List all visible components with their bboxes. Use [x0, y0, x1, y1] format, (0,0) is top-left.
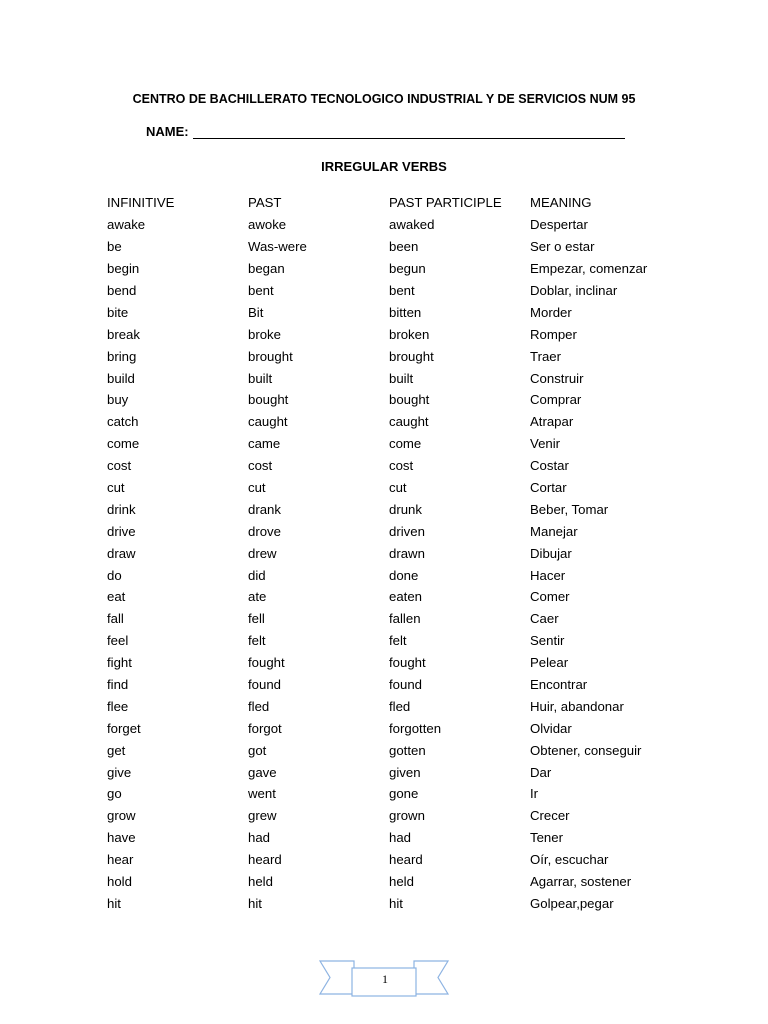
- table-row: [107, 411, 667, 433]
- page-title: IRREGULAR VERBS: [321, 159, 447, 174]
- cell-past-participle: bent: [389, 283, 415, 298]
- cell-past: drew: [248, 545, 277, 561]
- cell-infinitive: flee: [107, 698, 129, 714]
- cell-meaning: Comprar: [530, 392, 582, 408]
- cell-meaning: Costar: [530, 458, 569, 474]
- cell-past: brought: [248, 348, 293, 364]
- table-row: [107, 455, 667, 477]
- cell-past-participle: grown: [389, 808, 425, 824]
- cell-past-participle: been: [389, 239, 419, 255]
- cell-infinitive: find: [107, 677, 129, 693]
- school-name: CENTRO DE BACHILLERATO TECNOLOGICO INDUSTRIAL Y DE SERVICIOS NUM 95: [132, 92, 636, 106]
- table-row: [107, 236, 667, 258]
- cell-past: fled: [248, 698, 270, 714]
- cell-past: drank: [248, 501, 281, 517]
- cell-past-participle: bitten: [389, 304, 422, 320]
- page-number-ribbon: [318, 958, 450, 998]
- cell-past-participle: had: [389, 830, 412, 846]
- cell-meaning: Cortar: [530, 480, 567, 496]
- table-row: [107, 542, 667, 564]
- cell-past-participle: fled: [389, 698, 411, 714]
- cell-past-participle: done: [389, 567, 419, 583]
- cell-infinitive: get: [107, 742, 126, 758]
- table-row: [107, 783, 667, 805]
- cell-meaning: Manejar: [530, 523, 578, 539]
- table-row: [107, 345, 667, 367]
- cell-infinitive: bite: [107, 304, 129, 320]
- cell-past: heard: [248, 852, 282, 868]
- cell-meaning: Crecer: [530, 808, 570, 824]
- cell-past-participle: found: [389, 677, 423, 693]
- column-header-past-participle: PAST PARTICIPLE: [389, 195, 502, 211]
- table-row: [107, 761, 667, 783]
- cell-infinitive: bring: [107, 348, 137, 364]
- cell-meaning: Caer: [530, 611, 559, 627]
- name-field: [146, 124, 625, 139]
- cell-infinitive: fight: [107, 655, 132, 671]
- cell-past-participle: cost: [389, 458, 414, 474]
- cell-infinitive: drive: [107, 523, 136, 539]
- table-row: [107, 739, 667, 761]
- cell-past: began: [248, 261, 285, 277]
- table-row: [107, 477, 667, 499]
- cell-infinitive: eat: [107, 589, 126, 605]
- cell-meaning: Huir, abandonar: [530, 698, 624, 714]
- cell-meaning: Sentir: [530, 633, 565, 649]
- table-row: [107, 827, 667, 849]
- cell-infinitive: go: [107, 786, 122, 802]
- cell-past: had: [248, 830, 271, 846]
- cell-past-participle: held: [389, 874, 414, 890]
- cell-past-participle: eaten: [389, 589, 423, 605]
- table-row: [107, 871, 667, 893]
- cell-meaning: Ir: [530, 786, 539, 802]
- table-header-row: [107, 192, 667, 214]
- table-row: [107, 323, 667, 345]
- cell-meaning: Ser o estar: [530, 239, 595, 255]
- cell-past: fought: [248, 655, 285, 671]
- cell-past: gave: [248, 764, 277, 780]
- cell-meaning: Traer: [530, 348, 562, 364]
- cell-infinitive: catch: [107, 414, 139, 430]
- table-row: [107, 280, 667, 302]
- column-header-meaning: MEANING: [530, 195, 592, 211]
- table-row: [107, 389, 667, 411]
- cell-past: hit: [248, 895, 262, 911]
- table-row: [107, 367, 667, 389]
- cell-meaning: Romper: [530, 326, 577, 342]
- cell-meaning: Olvidar: [530, 720, 572, 736]
- column-header-infinitive: INFINITIVE: [107, 195, 175, 211]
- cell-meaning: Agarrar, sostener: [530, 874, 632, 890]
- cell-past: Was-were: [248, 239, 307, 255]
- cell-infinitive: have: [107, 830, 136, 846]
- cell-past: got: [248, 742, 267, 758]
- cell-meaning: Obtener, conseguir: [530, 742, 642, 758]
- cell-infinitive: fall: [107, 611, 124, 627]
- cell-past-participle: cut: [389, 480, 407, 496]
- cell-infinitive: build: [107, 370, 135, 386]
- cell-past-participle: given: [389, 764, 421, 780]
- cell-past: built: [248, 370, 273, 386]
- cell-meaning: Doblar, inclinar: [530, 283, 618, 298]
- cell-past: did: [248, 567, 266, 583]
- table-row: [107, 433, 667, 455]
- cell-past: bent: [248, 283, 274, 298]
- cell-meaning: Dibujar: [530, 545, 572, 561]
- cell-past: broke: [248, 326, 281, 342]
- column-header-past: PAST: [248, 195, 282, 211]
- cell-meaning: Beber, Tomar: [530, 501, 609, 517]
- cell-infinitive: buy: [107, 392, 129, 408]
- cell-infinitive: grow: [107, 808, 136, 824]
- cell-past-participle: drunk: [389, 501, 422, 517]
- cell-infinitive: draw: [107, 545, 136, 561]
- cell-infinitive: hit: [107, 895, 121, 911]
- cell-meaning: Comer: [530, 589, 570, 605]
- table-row: [107, 498, 667, 520]
- cell-past: Bit: [248, 304, 264, 320]
- cell-infinitive: come: [107, 436, 140, 452]
- table-row: [107, 652, 667, 674]
- cell-past-participle: felt: [389, 633, 407, 649]
- cell-past-participle: forgotten: [389, 720, 442, 736]
- cell-past: awoke: [248, 217, 287, 233]
- table-row: [107, 564, 667, 586]
- table-row: [107, 586, 667, 608]
- cell-meaning: Golpear,pegar: [530, 895, 614, 911]
- page-number: 1: [382, 972, 388, 986]
- cell-past: drove: [248, 523, 281, 539]
- cell-infinitive: be: [107, 239, 122, 255]
- cell-past: ate: [248, 589, 267, 605]
- cell-infinitive: hold: [107, 874, 132, 890]
- cell-infinitive: hear: [107, 852, 134, 868]
- verbs-table: [107, 192, 667, 914]
- cell-meaning: Oír, escuchar: [530, 852, 609, 868]
- cell-past-participle: driven: [389, 523, 425, 539]
- cell-past: cut: [248, 480, 266, 496]
- cell-meaning: Hacer: [530, 567, 566, 583]
- table-row: [107, 893, 667, 915]
- cell-past: felt: [248, 633, 266, 649]
- table-row: [107, 608, 667, 630]
- cell-past: fell: [248, 611, 265, 627]
- name-blank-line: [193, 125, 625, 139]
- cell-meaning: Empezar, comenzar: [530, 261, 648, 277]
- cell-past-participle: caught: [389, 414, 429, 430]
- cell-past-participle: drawn: [389, 545, 425, 561]
- cell-infinitive: forget: [107, 720, 141, 736]
- table-row: [107, 258, 667, 280]
- cell-past-participle: begun: [389, 261, 426, 277]
- cell-past: cost: [248, 458, 273, 474]
- table-row: [107, 849, 667, 871]
- table-row: [107, 695, 667, 717]
- cell-meaning: Pelear: [530, 655, 569, 671]
- cell-past-participle: gotten: [389, 742, 426, 758]
- table-row: [107, 717, 667, 739]
- cell-meaning: Encontrar: [530, 677, 588, 693]
- cell-meaning: Atrapar: [530, 414, 574, 430]
- cell-infinitive: begin: [107, 261, 140, 277]
- cell-infinitive: drink: [107, 501, 136, 517]
- table-row: [107, 214, 667, 236]
- cell-past-participle: heard: [389, 852, 423, 868]
- cell-past: went: [248, 786, 276, 802]
- cell-past: came: [248, 436, 281, 452]
- cell-meaning: Tener: [530, 830, 563, 846]
- table-row: [107, 805, 667, 827]
- cell-meaning: Morder: [530, 304, 572, 320]
- cell-infinitive: cut: [107, 480, 125, 496]
- cell-past: forgot: [248, 720, 282, 736]
- cell-past-participle: broken: [389, 326, 430, 342]
- cell-meaning: Dar: [530, 764, 552, 780]
- cell-past: bought: [248, 392, 289, 408]
- cell-meaning: Venir: [530, 436, 561, 452]
- table-row: [107, 674, 667, 696]
- cell-infinitive: break: [107, 326, 140, 342]
- cell-infinitive: cost: [107, 458, 132, 474]
- cell-past: found: [248, 677, 282, 693]
- cell-infinitive: give: [107, 764, 132, 780]
- table-row: [107, 630, 667, 652]
- cell-infinitive: do: [107, 567, 122, 583]
- cell-past: caught: [248, 414, 288, 430]
- table-row: [107, 520, 667, 542]
- cell-past-participle: hit: [389, 895, 403, 911]
- cell-infinitive: bend: [107, 283, 137, 298]
- table-body: [107, 214, 667, 915]
- cell-past-participle: brought: [389, 348, 434, 364]
- cell-past-participle: gone: [389, 786, 419, 802]
- cell-meaning: Despertar: [530, 217, 588, 233]
- cell-infinitive: feel: [107, 633, 129, 649]
- cell-past-participle: fallen: [389, 611, 421, 627]
- cell-past: held: [248, 874, 273, 890]
- cell-meaning: Construir: [530, 370, 584, 386]
- cell-past-participle: bought: [389, 392, 430, 408]
- name-label: NAME:: [146, 124, 189, 139]
- cell-past: grew: [248, 808, 277, 824]
- cell-infinitive: awake: [107, 217, 146, 233]
- cell-past-participle: built: [389, 370, 414, 386]
- cell-past-participle: come: [389, 436, 422, 452]
- table-row: [107, 301, 667, 323]
- cell-past-participle: awaked: [389, 217, 435, 233]
- cell-past-participle: fought: [389, 655, 426, 671]
